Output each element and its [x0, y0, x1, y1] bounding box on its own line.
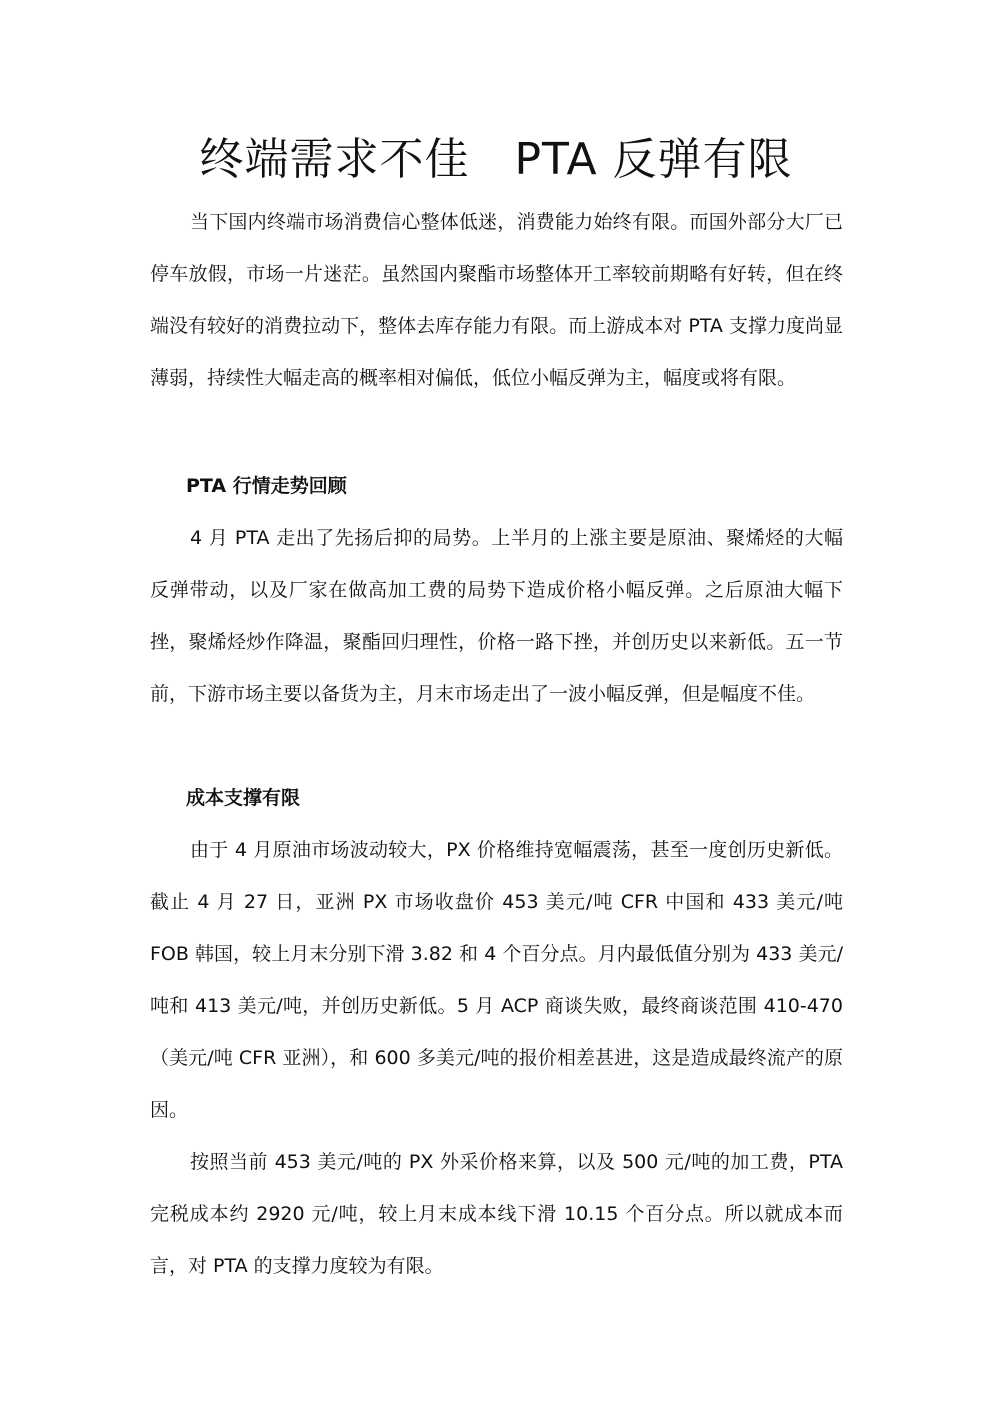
intro-paragraph: 当下国内终端市场消费信心整体低迷，消费能力始终有限。而国外部分大厂已停车放假，市场一片迷茫。虽然国内聚酯市场整体开工率较前期略有好转，但在终端没有较好的消费拉动下，整体去库存能力有限。而上游成本对 PTA 支撑力度尚显薄弱，持续性大幅走高的概率相对偏低，低位小幅反弹为主，幅度或将有限。: [150, 211, 843, 389]
cost-support-paragraph-2: 按照当前 453 美元/吨的 PX 外采价格来算，以及 500 元/吨的加工费，PTA 完税成本约 2920 元/吨，较上月末成本线下滑 10.15 个百分点。所以就成本而言，对 PTA 的支撑力度较为有限。: [150, 1151, 843, 1277]
section-heading-cost-support: 成本支撑有限: [186, 787, 301, 809]
cost-support-paragraph-1: 由于 4 月原油市场波动较大，PX 价格维持宽幅震荡，甚至一度创历史新低。截止 4 月 27 日，亚洲 PX 市场收盘价 453 美元/吨 CFR 中国和 433 美元/吨 FOB 韩国，较上月末分别下滑 3.82 和 4 个百分点。月内最低值分别为 433 美元/吨和 413 美元/吨，并创历史新低。5 月 ACP 商谈失败，最终商谈范围 410-470（美元/吨 CFR 亚洲），和 600 多美元/吨的报价相差甚进，这是造成最终流产的原因。: [150, 839, 843, 1121]
document-title: 终端需求不佳 PTA 反弹有限: [199, 134, 793, 185]
section-heading-market-review: PTA 行情走势回顾: [186, 475, 347, 497]
market-review-paragraph: 4 月 PTA 走出了先扬后抑的局势。上半月的上涨主要是原油、聚烯烃的大幅反弹带动，以及厂家在做高加工费的局势下造成价格小幅反弹。之后原油大幅下挫，聚烯烃炒作降温，聚酯回归理性，价格一路下挫，并创历史以来新低。五一节前，下游市场主要以备货为主，月末市场走出了一波小幅反弹，但是幅度不佳。: [150, 527, 843, 705]
